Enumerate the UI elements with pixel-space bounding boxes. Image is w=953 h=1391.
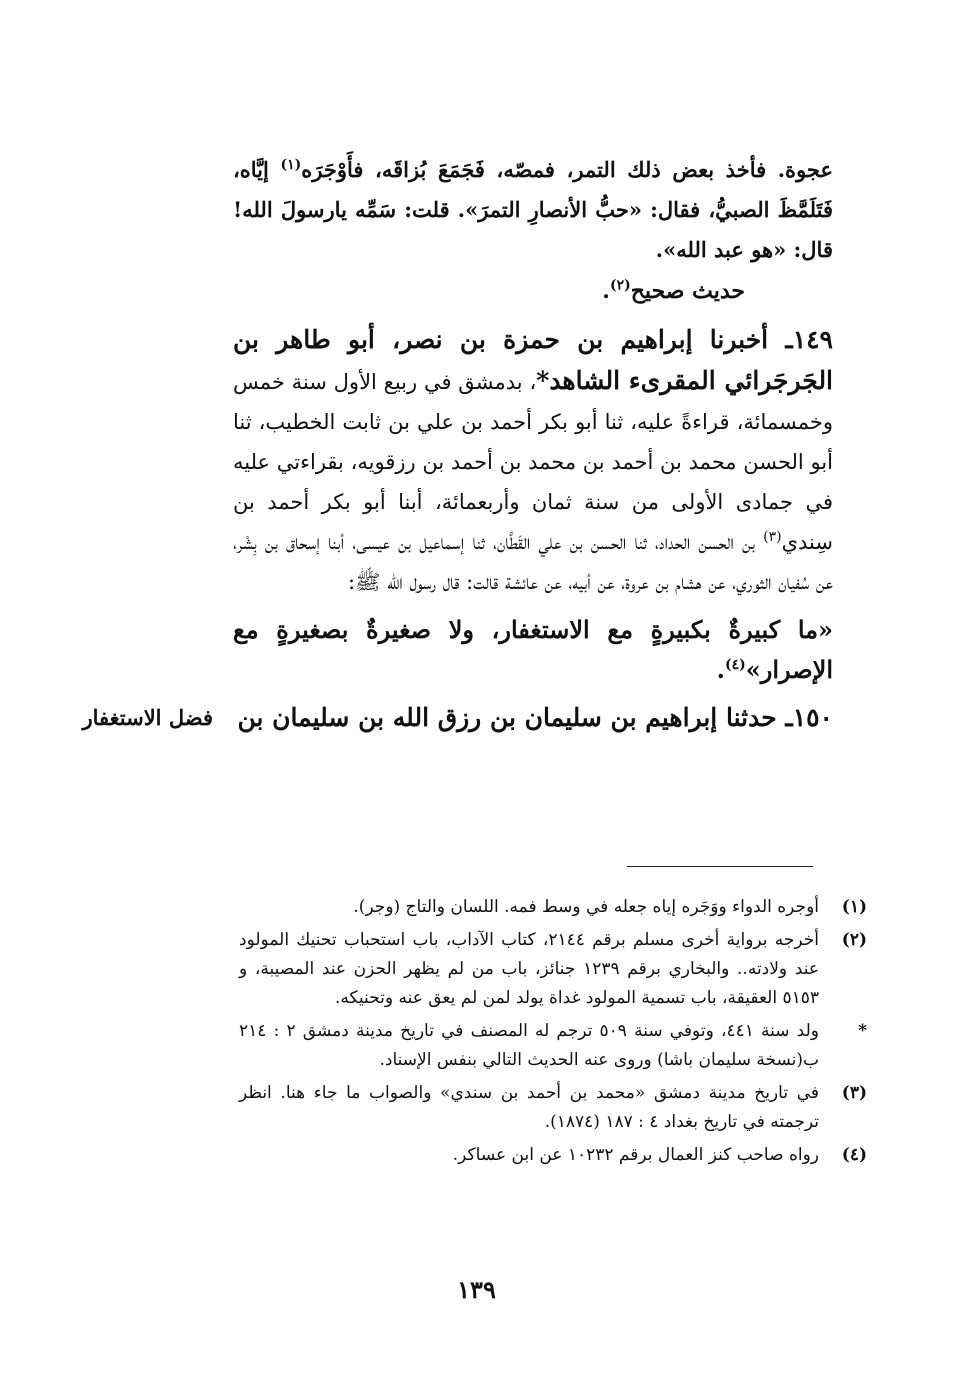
intro-paragraph xyxy=(233,150,833,270)
hadith-149-isnad-cont: بن الحسن الحداد، ثنا الحسن بن علي القَطَّان، ثنا إسماعيل بن عيسى، أبنا إسحاق بن بِشْر، عن سُفيان الثوري، عن هشام بن عروة، عن أبيه، عن عائشة قالت: قال رسول الله ﷺ: xyxy=(233,530,833,594)
hadith-150-narrator: حدثنا إبراهيم بن سليمان بن رزق الله بن سليمان بن xyxy=(237,703,786,732)
hadith-grade xyxy=(233,270,833,312)
intro-text-cont: إيَّاه، فَتَلَمَّظَ الصبيُّ، فقال: «حبُّ الأنصارِ التمرَ». قلت: سَمِّه يارسولَ الله! قال: «هو عبد الله». xyxy=(233,157,833,262)
footnotes-section xyxy=(239,893,867,1174)
footnote-star xyxy=(239,1017,867,1075)
hadith-matn xyxy=(233,610,833,690)
footnote-text: رواه صاحب كنز العمال برقم ١٠٢٣٢ عن ابن عساكر. xyxy=(452,1145,819,1165)
footnote-4 xyxy=(239,1141,867,1170)
footnote-2 xyxy=(239,926,867,1013)
page-number: ١٣٩ xyxy=(457,1275,496,1304)
footnote-ref-3[interactable]: (٣) xyxy=(763,529,782,545)
hadith-150-number: ١٥٠ـ xyxy=(785,703,833,732)
footnote-3 xyxy=(239,1079,867,1137)
footnote-mark: * xyxy=(858,1021,867,1041)
grade-end: . xyxy=(602,278,610,304)
hadith-matn-text: «ما كبيرةٌ بكبيرةٍ مع الاستغفار، ولا صغيرةٌ بصغيرةٍ مع الإصرار» xyxy=(233,615,833,684)
footnote-divider xyxy=(627,866,813,867)
footnote-mark: (٤) xyxy=(841,1145,867,1165)
footnote-mark: (٣) xyxy=(841,1083,867,1103)
hadith-149-isnad: ، بدمشق في ربيع الأول سنة خمس وخمسمائة، قراءةً عليه، ثنا أبو بكر أحمد بن علي بن ثابت الخطيب، ثنا أبو الحسن محمد بن أحمد بن محمد بن أحمد بن رزقويه، بقراءتي عليه في جمادى الأولى من سنة ثمان وأربعمائة، أبنا أبو بكر أحمد بن سِندي xyxy=(233,370,833,554)
footnote-ref-4[interactable]: (٤) xyxy=(724,657,746,673)
hadith-149-number: ١٤٩ـ xyxy=(785,325,833,354)
footnote-text: أوجره الدواء ووَجَره إياه جعله في وسط فمه. اللسان والتاج (وجر). xyxy=(353,897,819,917)
margin-topic-note: فضل الاستغفار xyxy=(82,705,213,730)
footnote-ref-1[interactable]: (١) xyxy=(280,157,302,173)
footnote-mark: (١) xyxy=(841,897,867,917)
hadith-150 xyxy=(233,698,833,739)
main-text-block xyxy=(233,150,833,739)
footnote-ref-star[interactable]: * xyxy=(536,366,550,395)
footnote-text: في تاريخ مدينة دمشق «محمد بن أحمد بن سندي» والصواب ما جاء هنا. انظر ترجمته في تاريخ بغداد ٤ : ١٨٧ (١٨٧٤). xyxy=(239,1083,819,1132)
footnote-1 xyxy=(239,893,867,922)
grade-text: حديث صحيح xyxy=(630,278,745,304)
footnote-text: ولد سنة ٤٤١، وتوفي سنة ٥٠٩ ترجم له المصنف في تاريخ مدينة دمشق ٢ : ٢١٤ ب(نسخة سليمان باشا) وروى عنه الحديث التالي بنفس الإسناد. xyxy=(239,1021,819,1070)
hadith-149 xyxy=(233,320,833,602)
footnote-mark: (٢) xyxy=(841,930,867,950)
footnote-ref-2[interactable]: (٢) xyxy=(609,277,631,294)
hadith-matn-end: . xyxy=(716,655,725,684)
intro-text: عجوة. فأخذ بعض ذلك التمر، فمصّه، فَجَمَعَ بُزاقَه، فأَوْجَرَه xyxy=(301,157,833,182)
footnote-text: أخرجه برواية أخرى مسلم برقم ٢١٤٤، كتاب الآداب، باب استحباب تحنيك المولود عند ولادته.. والبخاري برقم ١٢٣٩ جنائز، باب من لم يظهر الحزن عند المصيبة، و ٥١٥٣ العقيقة، باب تسمية المولود غداة يولد لمن لم يعق عنه وتحنيكه. xyxy=(239,930,820,1008)
hadith-149-narrator: أخبرنا إبراهيم بن حمزة بن نصر، أبو طاهر بن الجَرجَرائي المقرىء الشاهد xyxy=(233,325,834,395)
